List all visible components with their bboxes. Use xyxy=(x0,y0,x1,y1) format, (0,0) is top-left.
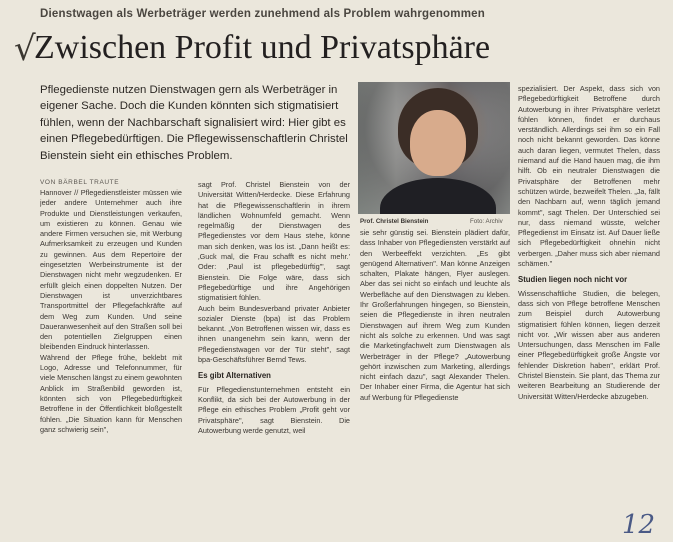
article-column-1 xyxy=(40,188,182,528)
subheading-alternatives: Es gibt Alternativen xyxy=(198,371,271,381)
photo-credit: Foto: Archiv xyxy=(470,218,503,225)
handwritten-page-number: 12 xyxy=(622,510,656,540)
paragraph: Während der Pflege frühe, beklebt mit Logo, Adresse und Telefonnummer, für viele Menschen längst zu einem gewohnten Anblick im Straßenbild geworden ist, könnten sich von Pflegebedürftigkeit Betroffene in der Öffentlichkeit bloßgestellt fühlen. „Die Situation kann für Menschen ganz schwierig sein", xyxy=(40,352,182,434)
byline: VON BÄRBEL TRAUTE xyxy=(40,179,120,186)
paragraph: Für Pflegedienstunternehmen entsteht ein Konflikt, da sich bei der Autowerbung in der Pflege ein ethisches Problem „Profit geht vor Privatsphäre", sagt Bienstein. Die Autowerbung werde genutzt, weil xyxy=(198,384,350,435)
paragraph: Auch beim Bundesverband privater Anbieter sozialer Dienste (bpa) ist das Problem bekannt. „Von Betroffenen wissen wir, dass es ihnen unangenehm sein kann, wenn der Pflegedienstwagen vor der Tür steht", sagt bpa-Geschäftsführer Bernd Tews. xyxy=(198,303,350,365)
subheading-studies: Studien liegen noch nicht vor xyxy=(518,275,628,285)
paragraph: Wissenschaftliche Studien, die belegen, dass sich von Pflege betroffene Menschen zum Beispiel durch Autowerbung stigmatisiert fühlen können, liegen derzeit nicht vor. „Wir wissen aber aus anderen Untersuchungen, dass Menschen im Falle einer Pflegebedürftigkeit große Ängste vor fehlender Diskretion haben", erklärt Prof. Christel Bienstein. Sie plant, das Thema zur weiteren Bearbeitung an Studierende der Universität Witten/Herdecke abzugeben. xyxy=(518,288,660,401)
portrait-photo xyxy=(358,82,510,214)
paragraph: sie sehr günstig sei. Bienstein plädiert dafür, dass Inhaber von Pflegediensten verstärkt auf den Werbeeffekt verzichten. „Es gibt genügend Alternativen". Man könne Anzeigen schalten, Plakate hängen, Flyer auslegen. Aber das sei nicht so einfach und leuchte als Werbefläche auf den Dienstwagen zu kleben. Ihr Großerfahrungen hingegen, so Bienstein, seien die Pflegedienste in ihren neutralen Dienstwagen auf ihrem Weg zum Kunden nicht als solche zu erkennen. Und was sagt die Marketingfachwelt zum Dienstwagen als Werbeträger in der Pflege? „Autowerbung gehört inzwischen zum Marketing, allerdings nicht einfach dazu", sagt Alexander Thelen. Der Inhaber einer Firma, die Agentur hat sich auf Werbung für Pflegedienste xyxy=(360,228,510,402)
handwritten-check-mark: √ xyxy=(14,29,36,69)
paragraph: spezialisiert. Der Aspekt, dass sich von Pflegebedürftigkeit Betroffene durch Autowerbung in ihrer Privatsphäre verletzt fühlen können, findet er durchaus verständlich. Allerdings sei ihm so ein Fall noch nicht bekannt geworden. Das könne auch daran liegen, vermutet Thelen, dass niemand auf die Hand hauen mag, die ihm hilft. Ob ein neutraler Dienstwagen die Privatsphäre der Betroffenen mehr schützen würde, bezweifelt Thelen. „Ja, fällt den Nachbarn auf, wenn täglich jemand kommt", sagt Thelen. Der Unterschied sei nur, dass niemand wüsste, welcher Pflegedienst im Einsatz ist. Auf Dauer ließe sich Pflegebedürftigkeit ohnehin nicht verbergen. „Daher muss sich aber niemand schämen." xyxy=(518,84,660,269)
photo-caption: Prof. Christel Bienstein xyxy=(360,218,429,225)
headline: Zwischen Profit und Privatsphäre xyxy=(34,29,491,66)
article-column-3 xyxy=(360,228,510,530)
article-column-2 xyxy=(198,180,350,530)
paragraph: Hannover // Pflegedienstleister müssen wie jeder andere Unternehmer auch ihre Produkte und Dienstleistungen verkaufen, um existieren zu können. Genau wie andere Firmen versuchen sie, mit Werbung Aufmerksamkeit zu erzeugen und Kunden zu gewinnen. Aus dem Repertoire der eingesetzten Werbeinstrumente ist der Dienstwagen nicht mehr wegzudenken. Er erfüllt gleich einen doppelten Nutzen. Der Dienstwagen ist unverzichtbares Transportmittel der Pflegefachkräfte auf dem Weg zum Kunden. Und seine Daueranwesenheit auf den Straßen soll bei den potentiellen Zielgruppen einen bleibenden Eindruck hinterlassen. xyxy=(40,188,182,352)
lead-paragraph: Pflegedienste nutzen Dienstwagen gern als Werbeträger in eigener Sache. Doch die Kunden könnten sich stigmatisiert fühlen, wenn der Nachbarschaft signalisiert wird: Hier gibt es einen Pflegebedürftigen. Die Pflegewissenschaftlerin Christel Bienstein sieht ein ethisches Problem. xyxy=(40,84,348,162)
paragraph: sagt Prof. Christel Bienstein von der Universität Witten/Herdecke. Diese Erfahrung hat die Pflegewissenschaftlerin in ihrem ländlichen Wohnumfeld gemacht. Wenn regelmäßig der Dienstwagen des Pflegedienstes vor dem Haus stehe, könne man sich denken, was los ist. „Dann heißt es: ‚Guck mal, die Frau schafft es nicht mehr.' Oder: ‚Paul ist pflegebedürftig'", sagt Bienstein. Die Folge wäre, dass sich Pflegebedürftige und ihre Angehörigen stigmatisiert fühlen. xyxy=(198,180,350,303)
article-column-4 xyxy=(518,84,660,530)
kicker: Dienstwagen als Werbeträger werden zunehmend als Problem wahrgenommen xyxy=(40,8,485,20)
